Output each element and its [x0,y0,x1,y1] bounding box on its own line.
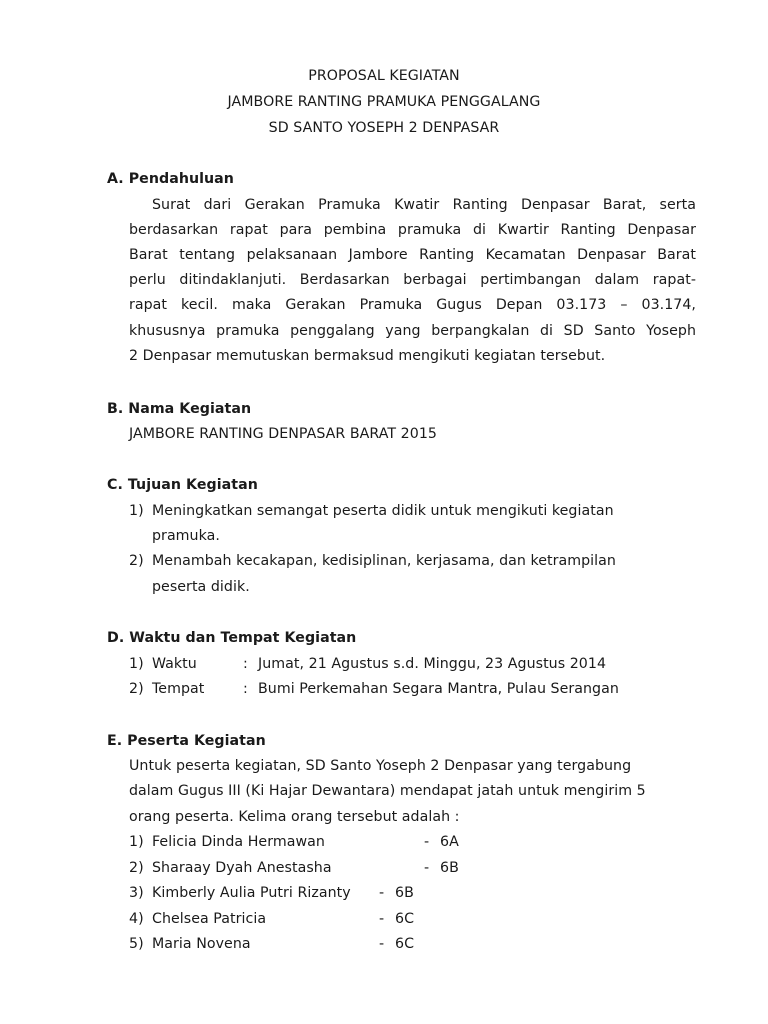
goal-2-number: 2) [129,553,144,569]
participant-2-number: 2) [129,860,144,876]
participant-4-dash: - [379,911,385,927]
time-row-colon: : [243,656,248,672]
participant-3-dash: - [379,885,385,901]
participant-3-number: 3) [129,885,144,901]
section-a-line-6: khususnya pramuka penggalang yang berpangkalan di SD Santo Yoseph [129,323,696,339]
goal-1-number: 1) [129,503,144,519]
participant-2-class: 6B [440,860,459,876]
participant-1-dash: - [424,834,430,850]
participant-1-name: Felicia Dinda Hermawan [152,834,325,850]
goal-2-line-2: peserta didik. [152,579,250,595]
participant-5-dash: - [379,936,385,952]
participant-4-name: Chelsea Patricia [152,911,267,927]
time-row-number: 1) [129,656,144,672]
participant-2-name: Sharaay Dyah Anestasha [152,860,332,876]
goal-1-line-1: Meningkatkan semangat peserta didik untuk mengikuti kegiatan [152,503,614,519]
section-d-heading: D. Waktu dan Tempat Kegiatan [107,630,357,646]
section-e-intro-line-2: dalam Gugus III (Ki Hajar Dewantara) mendapat jatah untuk mengirim 5 [129,783,646,799]
section-a-line-7: 2 Denpasar memutuskan bermaksud mengikuti kegiatan tersebut. [129,348,606,364]
title-line-2: JAMBORE RANTING PRAMUKA PENGGALANG [227,94,541,110]
title-line-1: PROPOSAL KEGIATAN [308,68,460,84]
section-c-heading: C. Tujuan Kegiatan [107,477,258,493]
place-row-label: Tempat [152,681,205,697]
section-e-intro-line-3: orang peserta. Kelima orang tersebut adalah : [129,809,460,825]
section-b-heading: B. Nama Kegiatan [107,401,252,417]
participant-3-class: 6B [395,885,414,901]
time-row-value: Jumat, 21 Agustus s.d. Minggu, 23 Agustus 2014 [258,656,607,672]
participant-2-dash: - [424,860,430,876]
section-a-line-5: rapat kecil. maka Gerakan Pramuka Gugus Depan 03.173 – 03.174, [129,297,696,313]
participant-4-class: 6C [395,911,415,927]
section-a-line-4: perlu ditindaklanjuti. Berdasarkan berbagai pertimbangan dalam rapat- [129,272,696,288]
participant-1-class: 6A [440,834,459,850]
place-row-colon: : [243,681,248,697]
participant-4-number: 4) [129,911,144,927]
place-row-number: 2) [129,681,144,697]
participant-5-class: 6C [395,936,415,952]
section-a-line-2: berdasarkan rapat para pembina pramuka di Kwartir Ranting Denpasar [129,222,696,238]
goal-2-line-1: Menambah kecakapan, kedisiplinan, kerjasama, dan ketrampilan [152,553,616,569]
participant-3-name: Kimberly Aulia Putri Rizanty [152,885,351,901]
section-a-heading: A. Pendahuluan [107,171,234,187]
section-a-line-1: Surat dari Gerakan Pramuka Kwatir Ranting Denpasar Barat, serta [152,197,696,213]
participant-5-name: Maria Novena [152,936,251,952]
title-line-3: SD SANTO YOSEPH 2 DENPASAR [268,120,500,136]
participant-1-number: 1) [129,834,144,850]
place-row-value: Bumi Perkemahan Segara Mantra, Pulau Serangan [258,681,619,697]
participant-5-number: 5) [129,936,144,952]
section-a-line-3: Barat tentang pelaksanaan Jambore Ranting Kecamatan Denpasar Barat [129,247,696,263]
section-e-heading: E. Peserta Kegiatan [107,733,266,749]
section-e-intro-line-1: Untuk peserta kegiatan, SD Santo Yoseph 2 Denpasar yang tergabung [129,758,632,774]
activity-name: JAMBORE RANTING DENPASAR BARAT 2015 [129,426,437,442]
time-row-label: Waktu [152,656,197,672]
goal-1-line-2: pramuka. [152,528,220,544]
